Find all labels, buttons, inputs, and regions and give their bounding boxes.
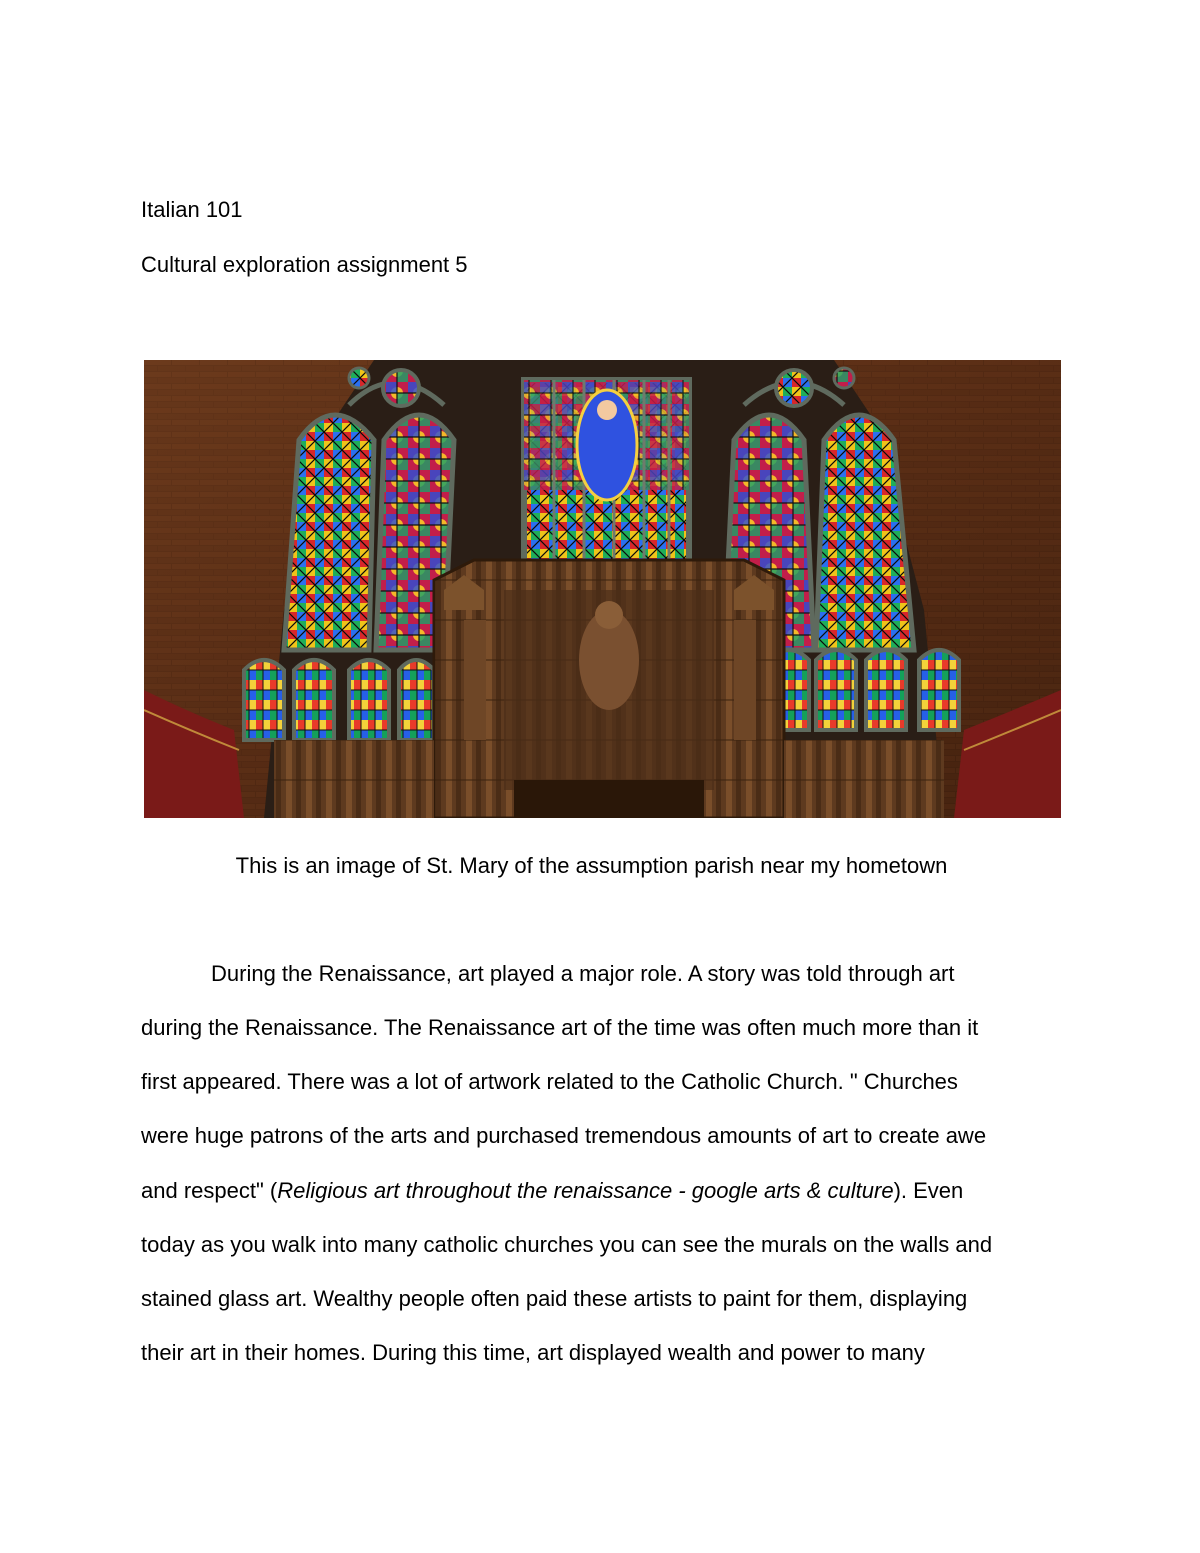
line5-text-after: ). Even [893, 1178, 964, 1203]
paragraph-line-4: were huge patrons of the arts and purchased tremendous amounts of art to create awe [141, 1123, 987, 1148]
assignment-title: Cultural exploration assignment 5 [141, 252, 468, 277]
paragraph-line-7: stained glass art. Wealthy people often paid these artists to paint for them, displaying [141, 1286, 968, 1311]
paragraph-line-2: during the Renaissance. The Renaissance art of the time was often much more than it [141, 1015, 979, 1040]
paragraph-line-3: first appeared. There was a lot of artwork related to the Catholic Church. " Churches [141, 1069, 958, 1094]
paragraph-line-1: During the Renaissance, art played a major role. A story was told through art [211, 961, 955, 986]
paragraph-line-6: today as you walk into many catholic churches you can see the murals on the walls and [141, 1232, 993, 1257]
paragraph-line-8: their art in their homes. During this time, art displayed wealth and power to many [141, 1340, 925, 1365]
paragraph-line-5 [141, 1178, 963, 1204]
image-caption: This is an image of St. Mary of the assumption parish near my hometown [235, 853, 948, 878]
line5-text-before: and respect" ( [141, 1178, 278, 1203]
church-stained-glass-photo [144, 360, 1061, 818]
stained-glass-illustration [144, 360, 1061, 818]
course-title: Italian 101 [141, 197, 243, 222]
citation-title: Religious art throughout the renaissance - google arts & culture [277, 1178, 894, 1203]
